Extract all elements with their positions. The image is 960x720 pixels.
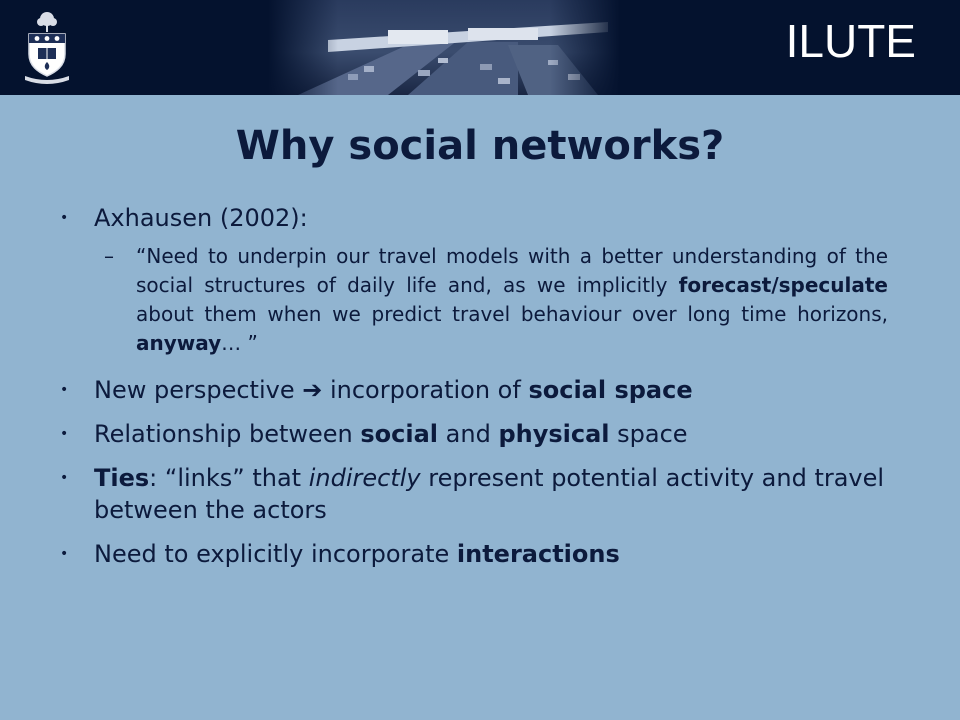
bullet-dot: • [60, 546, 69, 562]
bullet-item-interactions [58, 538, 888, 570]
quote-text-start: “Need to underpin our travel models with a better understanding of the social structures of daily life and, as we implicitly [136, 244, 888, 297]
bullet-item-new-perspective [58, 374, 888, 406]
university-crest-icon [20, 10, 74, 84]
quote-text-end: … ” [221, 331, 258, 355]
bullet-text: and [438, 420, 499, 448]
bullet-text: New perspective [94, 376, 303, 404]
bullet-text: incorporation of [322, 376, 529, 404]
bullet-item-axhausen [58, 202, 888, 234]
highway-photo-image [268, 0, 620, 95]
bullet-emphasis: interactions [456, 540, 620, 568]
bullet-text: Relationship between [94, 420, 361, 448]
bullet-item-relationship [58, 418, 888, 450]
bullet-emphasis: social [360, 420, 439, 448]
bullet-text: represent potential activity and travel between the actors [94, 464, 885, 524]
bullet-dot: • [60, 426, 69, 442]
bullet-italic: indirectly [308, 464, 421, 492]
bullet-emphasis: Ties [94, 464, 150, 492]
bullet-text: Need to explicitly incorporate [94, 540, 457, 568]
bullet-item-ties [58, 462, 888, 526]
bullet-text: space [609, 420, 688, 448]
bullet-dot: • [60, 470, 69, 486]
brand-name: ILUTE [785, 15, 916, 67]
bullet-emphasis: physical [498, 420, 610, 448]
bullet-text: Axhausen (2002): [94, 204, 308, 232]
bullet-emphasis: social space [528, 376, 693, 404]
quote-text-middle: about them when we predict travel behaviour over long time horizons, [136, 302, 888, 326]
slide-body [58, 202, 888, 582]
quote-emphasis-anyway: anyway [136, 331, 222, 355]
arrow-icon: ➔ [302, 376, 323, 404]
slide-title: Why social networks? [235, 123, 725, 169]
bullet-dot: • [60, 382, 69, 398]
sub-dash: – [104, 244, 114, 268]
bullet-dot: • [60, 210, 69, 226]
quote-emphasis-forecast: forecast/speculate [678, 273, 888, 297]
bullet-text: : “links” that [149, 464, 309, 492]
header-banner [0, 0, 960, 95]
quote-sub-item [58, 242, 888, 358]
